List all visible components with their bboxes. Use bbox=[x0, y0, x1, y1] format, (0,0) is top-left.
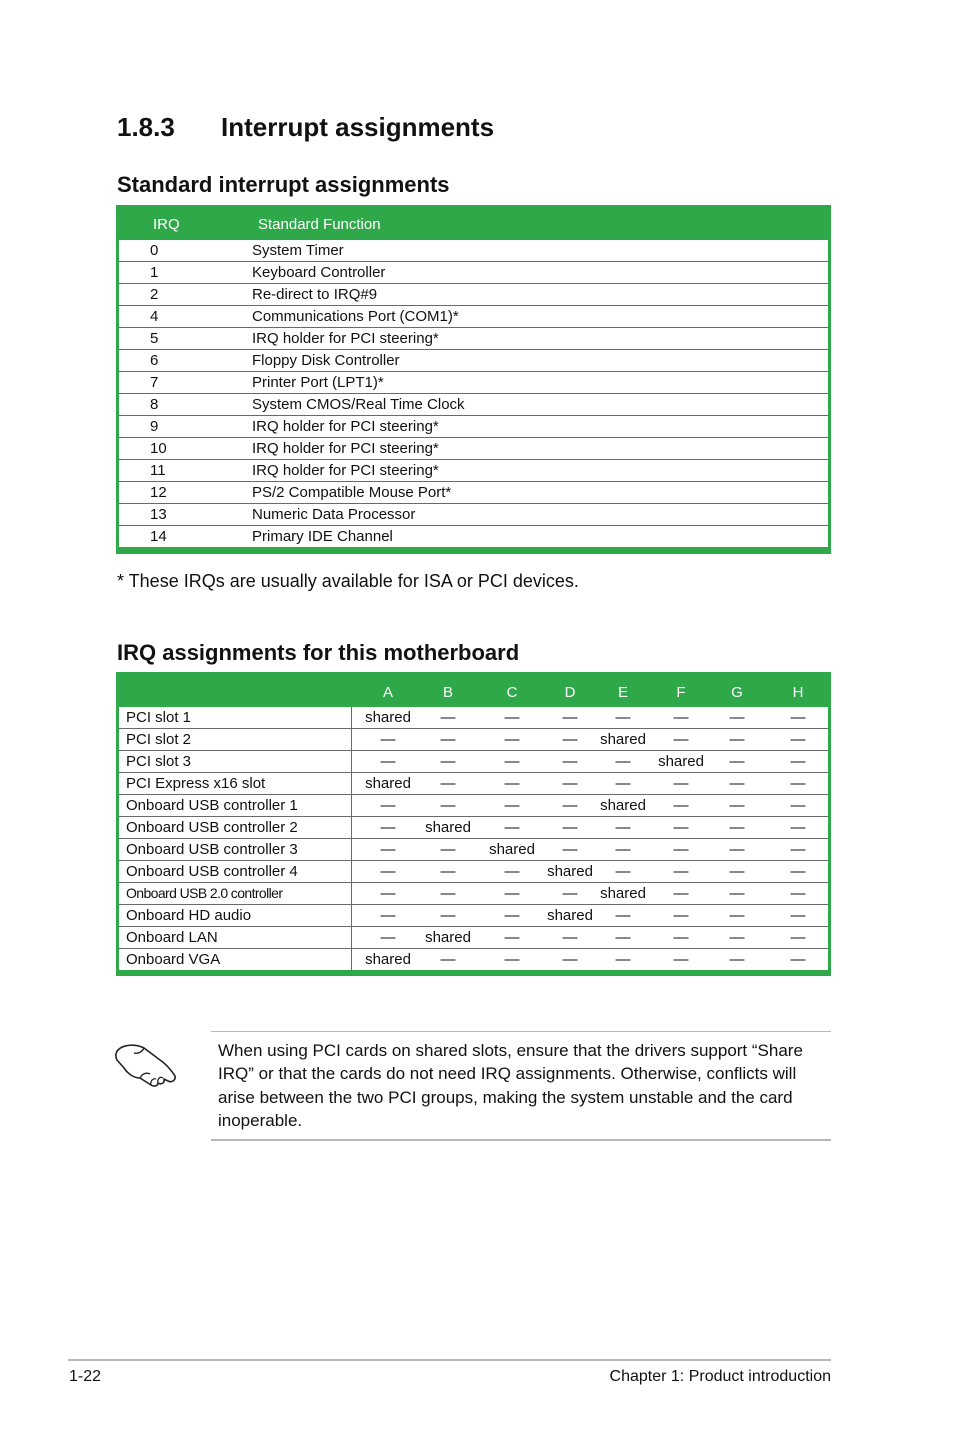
table-row bbox=[119, 284, 828, 306]
table-row bbox=[119, 751, 828, 773]
irq-value-cell: shared bbox=[365, 951, 411, 968]
irq-value-cell: — bbox=[673, 929, 689, 946]
column-divider bbox=[351, 949, 352, 971]
irq-cell: 9 bbox=[150, 418, 159, 435]
irq-value-cell: — bbox=[729, 819, 745, 836]
function-cell: IRQ holder for PCI steering* bbox=[252, 330, 439, 347]
irq-value-cell: — bbox=[504, 775, 520, 792]
irq-value-cell: — bbox=[440, 863, 456, 880]
note-text: When using PCI cards on shared slots, ensure that the drivers support “Share IRQ” or that the cards do not need IRQ assignments. Otherwise, conflicts will arise between the two PCI groups, making the system unstable and the card inoperable. bbox=[218, 1041, 803, 1130]
function-cell: Communications Port (COM1)* bbox=[252, 308, 459, 325]
function-cell: IRQ holder for PCI steering* bbox=[252, 440, 439, 457]
irq-value-cell: shared bbox=[365, 775, 411, 792]
function-column-header: Standard Function bbox=[258, 216, 381, 233]
device-cell: PCI Express x16 slot bbox=[126, 775, 266, 792]
table-row bbox=[119, 883, 828, 905]
column-divider bbox=[351, 927, 352, 949]
table-row bbox=[119, 927, 828, 949]
irq-value-cell: — bbox=[673, 841, 689, 858]
irq-cell: 2 bbox=[150, 286, 159, 303]
motherboard-table-body bbox=[119, 707, 828, 970]
table-row bbox=[119, 707, 828, 729]
column-header-e: E bbox=[617, 684, 628, 701]
irq-value-cell: shared bbox=[600, 885, 646, 902]
column-header-b: B bbox=[442, 684, 453, 701]
irq-value-cell: — bbox=[380, 841, 396, 858]
irq-value-cell: — bbox=[673, 885, 689, 902]
irq-value-cell: — bbox=[615, 841, 631, 858]
irq-value-cell: — bbox=[562, 929, 578, 946]
column-divider bbox=[351, 861, 352, 883]
irq-cell: 12 bbox=[150, 484, 167, 501]
irq-value-cell: — bbox=[673, 709, 689, 726]
table-row bbox=[119, 949, 828, 970]
irq-value-cell: — bbox=[380, 907, 396, 924]
table-row bbox=[119, 905, 828, 927]
irq-value-cell: shared bbox=[600, 731, 646, 748]
irq-value-cell: — bbox=[615, 753, 631, 770]
standard-table-body bbox=[119, 240, 828, 547]
irq-value-cell: — bbox=[790, 841, 806, 858]
device-cell: Onboard USB controller 1 bbox=[126, 797, 298, 814]
irq-value-cell: — bbox=[562, 731, 578, 748]
irq-value-cell: — bbox=[562, 951, 578, 968]
motherboard-table-header bbox=[119, 672, 828, 707]
chapter-title: Chapter 1: Product introduction bbox=[609, 1368, 831, 1385]
irq-value-cell: — bbox=[440, 841, 456, 858]
irq-value-cell: — bbox=[790, 775, 806, 792]
function-cell: System Timer bbox=[252, 242, 344, 259]
irq-value-cell: — bbox=[615, 775, 631, 792]
irq-value-cell: — bbox=[673, 775, 689, 792]
irq-cell: 11 bbox=[150, 462, 166, 479]
irq-value-cell: — bbox=[440, 731, 456, 748]
irq-value-cell: — bbox=[790, 797, 806, 814]
irq-value-cell: shared bbox=[425, 929, 471, 946]
irq-cell: 6 bbox=[150, 352, 159, 369]
irq-value-cell: — bbox=[562, 753, 578, 770]
column-header-c: C bbox=[506, 684, 518, 701]
irq-value-cell: — bbox=[790, 885, 806, 902]
irq-value-cell: — bbox=[615, 929, 631, 946]
column-divider bbox=[351, 905, 352, 927]
irq-value-cell: — bbox=[729, 731, 745, 748]
irq-value-cell: — bbox=[615, 819, 631, 836]
column-divider bbox=[351, 839, 352, 861]
irq-value-cell: — bbox=[562, 709, 578, 726]
function-cell: Numeric Data Processor bbox=[252, 506, 416, 523]
motherboard-irq-table bbox=[116, 672, 831, 976]
irq-value-cell: — bbox=[504, 929, 520, 946]
irq-value-cell: — bbox=[440, 775, 456, 792]
footer-rule bbox=[68, 1359, 831, 1361]
irq-value-cell: — bbox=[673, 819, 689, 836]
device-cell: Onboard VGA bbox=[126, 951, 221, 968]
function-cell: Printer Port (LPT1)* bbox=[252, 374, 384, 391]
irq-value-cell: — bbox=[562, 797, 578, 814]
irq-value-cell: shared bbox=[489, 841, 535, 858]
irq-value-cell: — bbox=[440, 885, 456, 902]
irq-value-cell: shared bbox=[658, 753, 704, 770]
irq-value-cell: — bbox=[729, 863, 745, 880]
note-bottom-rule bbox=[211, 1139, 831, 1141]
irq-value-cell: — bbox=[504, 907, 520, 924]
irq-value-cell: — bbox=[729, 951, 745, 968]
irq-value-cell: — bbox=[504, 885, 520, 902]
irq-value-cell: — bbox=[729, 907, 745, 924]
irq-cell: 8 bbox=[150, 396, 159, 413]
irq-cell: 0 bbox=[150, 242, 159, 259]
note-top-rule bbox=[211, 1031, 831, 1032]
irq-value-cell: — bbox=[380, 819, 396, 836]
table-row bbox=[119, 773, 828, 795]
standard-interrupt-table bbox=[116, 205, 831, 554]
irq-value-cell: — bbox=[790, 929, 806, 946]
irq-value-cell: — bbox=[615, 907, 631, 924]
irq-value-cell: shared bbox=[365, 709, 411, 726]
table-row bbox=[119, 262, 828, 284]
hand-pointing-icon bbox=[114, 1038, 178, 1088]
device-cell: Onboard USB 2.0 controller bbox=[126, 885, 283, 901]
irq-value-cell: — bbox=[790, 951, 806, 968]
irq-cell: 14 bbox=[150, 528, 167, 545]
irq-value-cell: — bbox=[440, 951, 456, 968]
irq-cell: 10 bbox=[150, 440, 167, 457]
motherboard-table-title: IRQ assignments for this motherboard bbox=[117, 640, 520, 665]
irq-value-cell: shared bbox=[547, 863, 593, 880]
irq-value-cell: — bbox=[673, 951, 689, 968]
device-cell: PCI slot 1 bbox=[126, 709, 192, 726]
irq-value-cell: shared bbox=[600, 797, 646, 814]
column-header-a: A bbox=[382, 684, 393, 701]
irq-footnote: * These IRQs are usually available for ISA or PCI devices. bbox=[117, 571, 579, 591]
table-row bbox=[119, 482, 828, 504]
table-row bbox=[119, 817, 828, 839]
irq-cell: 7 bbox=[150, 374, 159, 391]
irq-value-cell: — bbox=[673, 797, 689, 814]
irq-value-cell: — bbox=[504, 753, 520, 770]
function-cell: Floppy Disk Controller bbox=[252, 352, 400, 369]
irq-column-header: IRQ bbox=[153, 216, 180, 233]
standard-table-title: Standard interrupt assignments bbox=[117, 172, 450, 197]
irq-value-cell: — bbox=[790, 709, 806, 726]
page-number: 1-22 bbox=[69, 1368, 102, 1385]
device-cell: PCI slot 3 bbox=[126, 753, 192, 770]
table-row bbox=[119, 526, 828, 547]
irq-value-cell: — bbox=[729, 753, 745, 770]
column-divider bbox=[351, 729, 352, 751]
irq-value-cell: — bbox=[504, 709, 520, 726]
table-row bbox=[119, 729, 828, 751]
column-header-g: G bbox=[731, 684, 743, 701]
irq-value-cell: — bbox=[790, 863, 806, 880]
device-cell: PCI slot 2 bbox=[126, 731, 192, 748]
irq-value-cell: — bbox=[440, 753, 456, 770]
section-number: 1.8.3 bbox=[117, 112, 175, 142]
irq-value-cell: shared bbox=[425, 819, 471, 836]
irq-value-cell: — bbox=[729, 797, 745, 814]
irq-value-cell: — bbox=[504, 731, 520, 748]
irq-value-cell: — bbox=[790, 753, 806, 770]
irq-value-cell: — bbox=[790, 819, 806, 836]
table-row bbox=[119, 861, 828, 883]
irq-cell: 4 bbox=[150, 308, 159, 325]
irq-value-cell: — bbox=[790, 731, 806, 748]
irq-cell: 1 bbox=[150, 264, 159, 281]
column-header-h: H bbox=[792, 684, 804, 701]
irq-value-cell: — bbox=[440, 797, 456, 814]
irq-value-cell: shared bbox=[547, 907, 593, 924]
table-row bbox=[119, 839, 828, 861]
function-cell: Primary IDE Channel bbox=[252, 528, 393, 545]
table-row bbox=[119, 795, 828, 817]
irq-value-cell: — bbox=[729, 775, 745, 792]
device-cell: Onboard USB controller 3 bbox=[126, 841, 298, 858]
table-row bbox=[119, 504, 828, 526]
irq-value-cell: — bbox=[562, 819, 578, 836]
irq-value-cell: — bbox=[562, 885, 578, 902]
table-row bbox=[119, 460, 828, 482]
irq-value-cell: — bbox=[729, 709, 745, 726]
irq-value-cell: — bbox=[673, 907, 689, 924]
irq-value-cell: — bbox=[440, 907, 456, 924]
irq-value-cell: — bbox=[440, 709, 456, 726]
column-divider bbox=[351, 817, 352, 839]
standard-table-header bbox=[119, 205, 828, 240]
irq-value-cell: — bbox=[615, 863, 631, 880]
irq-value-cell: — bbox=[673, 731, 689, 748]
table-row bbox=[119, 438, 828, 460]
irq-value-cell: — bbox=[504, 951, 520, 968]
irq-value-cell: — bbox=[562, 841, 578, 858]
irq-value-cell: — bbox=[380, 929, 396, 946]
column-divider bbox=[351, 751, 352, 773]
device-cell: Onboard USB controller 4 bbox=[126, 863, 298, 880]
irq-value-cell: — bbox=[615, 709, 631, 726]
function-cell: IRQ holder for PCI steering* bbox=[252, 418, 439, 435]
table-row bbox=[119, 306, 828, 328]
function-cell: IRQ holder for PCI steering* bbox=[252, 462, 439, 479]
column-divider bbox=[351, 773, 352, 795]
function-cell: Keyboard Controller bbox=[252, 264, 386, 281]
irq-value-cell: — bbox=[790, 907, 806, 924]
irq-cell: 5 bbox=[150, 330, 159, 347]
irq-value-cell: — bbox=[673, 863, 689, 880]
function-cell: PS/2 Compatible Mouse Port* bbox=[252, 484, 452, 501]
table-row bbox=[119, 372, 828, 394]
section-title: Interrupt assignments bbox=[221, 112, 495, 142]
irq-value-cell: — bbox=[380, 753, 396, 770]
table-row bbox=[119, 240, 828, 262]
table-row bbox=[119, 328, 828, 350]
column-divider bbox=[351, 795, 352, 817]
device-cell: Onboard HD audio bbox=[126, 907, 252, 924]
device-cell: Onboard LAN bbox=[126, 929, 218, 946]
table-row bbox=[119, 350, 828, 372]
device-cell: Onboard USB controller 2 bbox=[126, 819, 298, 836]
irq-value-cell: — bbox=[562, 775, 578, 792]
irq-value-cell: — bbox=[729, 929, 745, 946]
irq-value-cell: — bbox=[380, 863, 396, 880]
irq-value-cell: — bbox=[729, 885, 745, 902]
irq-value-cell: — bbox=[380, 885, 396, 902]
irq-value-cell: — bbox=[615, 951, 631, 968]
irq-value-cell: — bbox=[380, 731, 396, 748]
function-cell: System CMOS/Real Time Clock bbox=[252, 396, 465, 413]
irq-value-cell: — bbox=[380, 797, 396, 814]
table-row bbox=[119, 394, 828, 416]
function-cell: Re-direct to IRQ#9 bbox=[252, 286, 378, 303]
column-header-d: D bbox=[564, 684, 576, 701]
section-heading bbox=[117, 112, 494, 143]
column-divider bbox=[351, 707, 352, 729]
column-divider bbox=[351, 883, 352, 905]
column-header-f: F bbox=[676, 684, 686, 701]
irq-value-cell: — bbox=[504, 797, 520, 814]
irq-value-cell: — bbox=[504, 819, 520, 836]
irq-value-cell: — bbox=[504, 863, 520, 880]
irq-value-cell: — bbox=[729, 841, 745, 858]
irq-cell: 13 bbox=[150, 506, 167, 523]
table-row bbox=[119, 416, 828, 438]
